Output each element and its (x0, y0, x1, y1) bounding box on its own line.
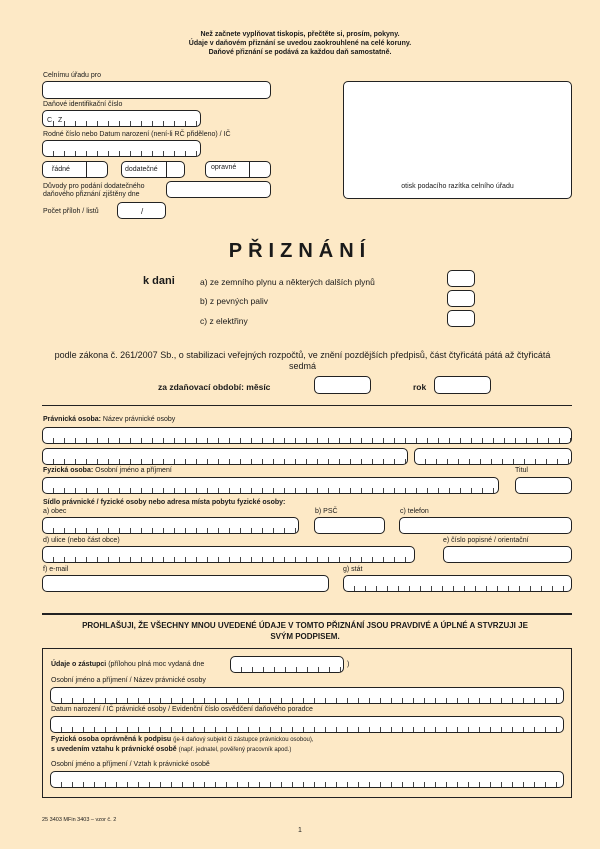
option-c-label: c) z elektřiny (200, 316, 248, 326)
pocet-label: Počet příloh / listů (43, 208, 99, 215)
vztah-label (51, 746, 291, 753)
fyzicka-input[interactable] (42, 477, 499, 494)
k-dani-label: k dani (143, 275, 175, 287)
instruction-3: Daňové přiznání se podává za každou daň samostatně. (208, 49, 392, 56)
telefon-label: c) telefon (400, 508, 429, 515)
email-input[interactable] (42, 575, 329, 592)
email-label: f) e-mail (43, 566, 69, 573)
psc-input[interactable] (314, 517, 385, 534)
pravnicka-text: Název právnické osoby (102, 416, 176, 423)
ulice-input[interactable] (42, 546, 415, 563)
radne-divider (86, 161, 87, 178)
dic-prefix-z: Z (58, 117, 63, 124)
telefon-input[interactable] (399, 517, 572, 534)
dic-input[interactable] (42, 110, 201, 127)
option-a-label: a) ze zemního plynu a některých dalších plynů (200, 277, 375, 287)
duvody-label-1: Důvody pro podání dodatečného (43, 183, 145, 190)
pravnicka-input-1[interactable] (42, 427, 572, 444)
pocet-slash: / (141, 207, 144, 216)
celni-urad-input[interactable] (42, 81, 271, 99)
obec-input[interactable] (42, 517, 299, 534)
page-number: 1 (298, 827, 302, 834)
fyz-podpis-label (51, 736, 314, 743)
zastupce-rest: (přílohou plná moc vydaná dne (108, 661, 205, 668)
sidlo-label: Sídlo právnické / fyzické osoby nebo adresa místa pobytu fyzické osoby: (43, 499, 286, 506)
zastupce-close: ) (347, 661, 350, 668)
pravnicka-input-3[interactable] (414, 448, 572, 465)
form-code: 25 3403 MFin 3403 – vzor č. 2 (42, 817, 117, 823)
radne-label: řádné (52, 166, 70, 173)
titul-input[interactable] (515, 477, 572, 494)
instruction-1: Než začnete vyplňovat tiskopis, přečtěte si, prosím, pokyny. (200, 31, 400, 38)
month-input[interactable] (314, 376, 371, 394)
dodatecne-label: dodatečné (125, 166, 158, 173)
duvody-input[interactable] (166, 181, 271, 198)
pravnicka-bold: Právnická osoba: (43, 416, 101, 423)
stat-label: g) stát (343, 566, 363, 573)
year-input[interactable] (434, 376, 491, 394)
fyzicka-label (43, 467, 172, 474)
zastupce-datum-label: Datum narození / IČ právnické osoby / Evidenční číslo osvědčení daňového poradce (51, 706, 313, 713)
opravne-divider (249, 161, 250, 178)
fyz-podpis-bold: Fyzická osoba oprávněná k podpisu (51, 736, 172, 743)
section-divider-1 (42, 405, 572, 406)
page-title: PŘIZNÁNÍ (228, 240, 372, 262)
law-text: podle zákona č. 261/2007 Sb., o stabilizaci veřejných rozpočtů, ve znění pozdějších předpisů, část čtyřicátá pátá až čtyřicátá sedmá (54, 350, 551, 371)
declaration-text: PROHLAŠUJI, ŽE VŠECHNY MNOU UVEDENÉ ÚDAJE V TOMTO PŘIZNÁNÍ JSOU PRAVDIVÉ A ÚPLNÉ A STVRZUJI JE SVÝM PODPISEM. (82, 621, 528, 641)
option-b-checkbox[interactable] (447, 290, 475, 307)
stamp-box (343, 81, 572, 199)
rc-input[interactable] (42, 140, 201, 157)
rok-label: rok (413, 382, 427, 392)
psc-label: b) PSČ (315, 508, 338, 515)
fyz-podpis-rest: (je-li daňový subjekt či zástupce právnickou osobou), (173, 737, 314, 743)
zastupce-bold: Údaje o zástupci (51, 661, 107, 668)
stat-input[interactable] (343, 575, 572, 592)
pravnicka-input-2[interactable] (42, 448, 408, 465)
dic-label: Daňové identifikační číslo (43, 101, 123, 108)
obec-label: a) obec (43, 508, 67, 515)
vztah-bold: s uvedením vztahu k právnické osobě (51, 746, 177, 753)
plna-moc-date-input[interactable] (230, 656, 344, 673)
rc-label: Rodné číslo nebo Datum narození (není-li RČ přiděleno) / IČ (43, 131, 231, 138)
dodatecne-divider (166, 161, 167, 178)
zastupce-label (51, 661, 204, 668)
vztah-rest: (např. jednatel, pověřený pracovník apod.) (178, 747, 292, 753)
zastupce-jmeno-label: Osobní jméno a příjmení / Název právnické osoby (51, 677, 206, 684)
period-label: za zdaňovací období: měsíc (158, 382, 271, 392)
fyzicka-text: Osobní jméno a příjmení (95, 467, 172, 474)
duvody-label-2: daňového přiznání zjištěny dne (43, 191, 140, 198)
dic-prefix-c: C (47, 117, 53, 124)
stamp-label: otisk podacího razítka celního úřadu (401, 183, 514, 190)
ulice-label: d) ulice (nebo část obce) (43, 537, 120, 544)
zastupce-datum-input[interactable] (50, 716, 564, 733)
zastupce-jmeno2-input[interactable] (50, 771, 564, 788)
zastupce-jmeno2-label: Osobní jméno a příjmení / Vztah k právnické osobě (51, 761, 210, 768)
cislo-label: e) číslo popisné / orientační (443, 537, 529, 544)
zastupce-jmeno-input[interactable] (50, 687, 564, 704)
option-b-label: b) z pevných paliv (200, 296, 269, 306)
opravne-label: opravné (211, 164, 237, 171)
option-c-checkbox[interactable] (447, 310, 475, 327)
fyzicka-bold: Fyzická osoba: (43, 467, 94, 474)
pravnicka-label (43, 416, 175, 423)
option-a-checkbox[interactable] (447, 270, 475, 287)
section-divider-2 (42, 613, 572, 615)
titul-label: Titul (515, 467, 528, 474)
instruction-2: Údaje v daňovém přiznání se uvedou zaokrouhlené na celé koruny. (188, 40, 412, 47)
celni-urad-label: Celnímu úřadu pro (43, 72, 101, 79)
cislo-input[interactable] (443, 546, 572, 563)
